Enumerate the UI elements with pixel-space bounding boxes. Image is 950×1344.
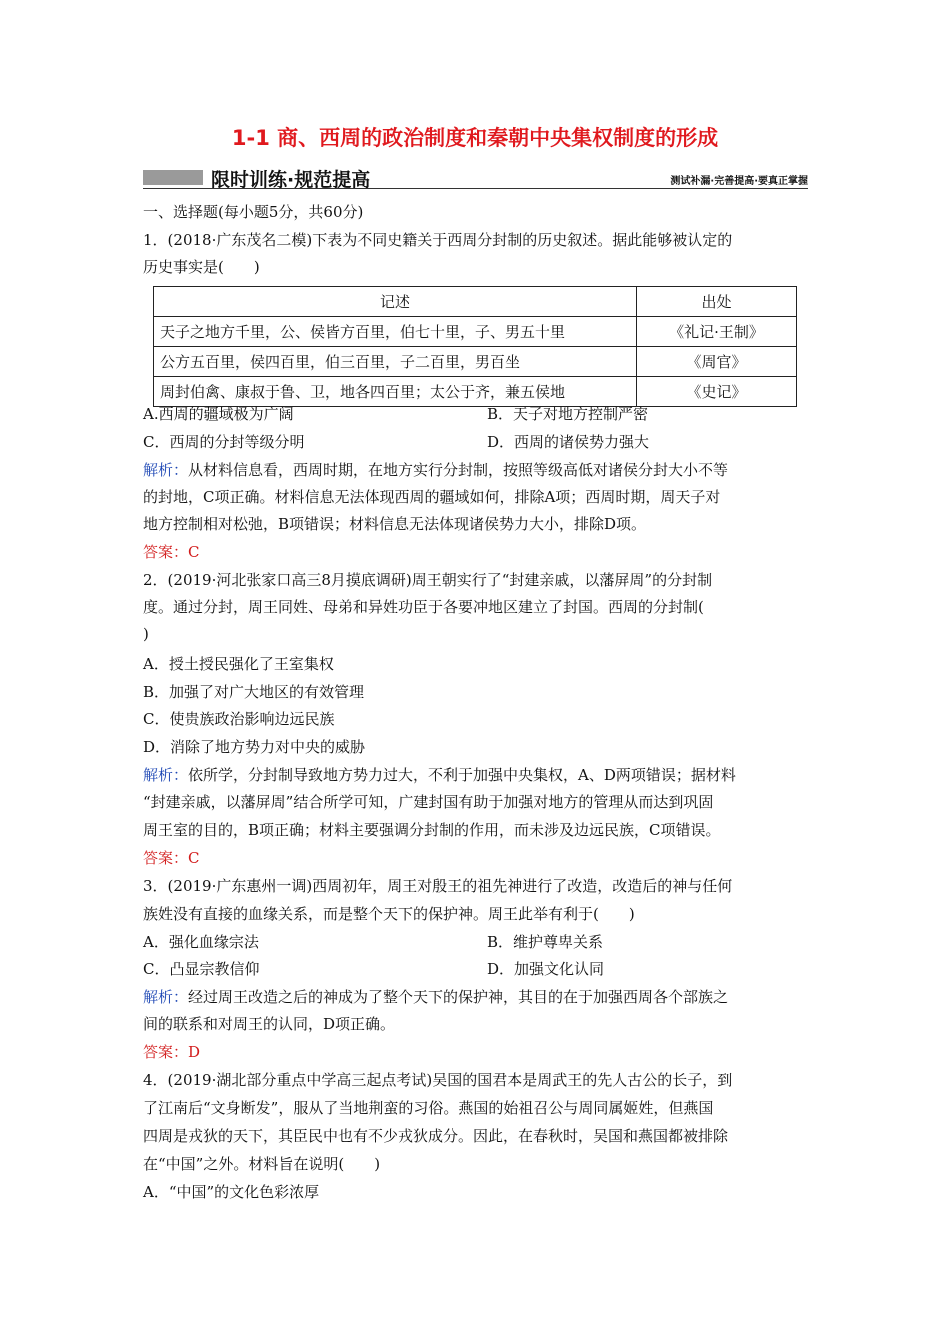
q1-answer: 答案：C: [143, 543, 200, 561]
q2-analysis-line: [143, 765, 736, 785]
table-row: [154, 317, 797, 347]
q2-stem-line: 2．(2019·河北张家口高三8月摸底调研)周王朝实行了“封建亲戚，以藩屏周”的分封制: [143, 571, 713, 589]
q3-analysis-line: [143, 987, 728, 1007]
q2-analysis-line: “封建亲戚，以藩屏周”结合所学可知，广建封国有助于加强对地方的管理从而达到巩固: [143, 793, 714, 811]
q1-stem-line: 1．(2018·广东茂名二模)下表为不同史籍关于西周分封制的历史叙述。据此能够被认定的: [143, 231, 733, 249]
q1-stem-line: 历史事实是( ): [143, 258, 260, 276]
table-cell: 天子之地方千里，公、侯皆方百里，伯七十里，子、男五十里: [154, 317, 637, 347]
analysis-label: 解析：: [143, 461, 189, 479]
q2-option-b: B．加强了对广大地区的有效管理: [143, 683, 365, 701]
table-header-row: [154, 287, 797, 317]
q3-stem-line: 3．(2019·广东惠州一调)西周初年，周王对殷王的祖先神进行了改造，改造后的神与任何: [143, 877, 733, 895]
q2-analysis-line: 周王室的目的，B项正确；材料主要强调分封制的作用，而未涉及边远民族，C项错误。: [143, 821, 721, 839]
q2-option-c: C．使贵族政治影响边远民族: [143, 710, 335, 728]
q3-option-b: B．维护尊卑关系: [487, 933, 604, 951]
section-heading: 一、选择题(每小题5分，共60分): [143, 203, 364, 221]
table-header-cell: 出处: [637, 287, 797, 317]
q3-option-c: C．凸显宗教信仰: [143, 960, 260, 978]
analysis-label: 解析：: [143, 766, 189, 784]
section-banner: [143, 166, 808, 190]
analysis-text: 依所学，分封制导致地方势力过大，不利于加强中央集权，A、D两项错误；据材料: [188, 766, 736, 784]
q3-option-d: D．加强文化认同: [487, 960, 605, 978]
q3-stem-line: 族姓没有直接的血缘关系，而是整个天下的保护神。周王此举有利于( ): [143, 905, 635, 923]
q4-stem-line: 了江南后“文身断发”，服从了当地荆蛮的习俗。燕国的始祖召公与周同属姬姓，但燕国: [143, 1099, 714, 1117]
q1-option-a: A.西周的疆域极为广阔: [143, 405, 294, 423]
table-row: [154, 347, 797, 377]
table-cell: 公方五百里，侯四百里，伯三百里，子二百里，男百坐: [154, 347, 637, 377]
q3-analysis-line: 间的联系和对周王的认同，D项正确。: [143, 1015, 396, 1033]
banner-rule: [143, 188, 808, 189]
q1-option-c: C．西周的分封等级分明: [143, 433, 305, 451]
banner-slogan: 测试补漏·完善提高·要真正掌握: [670, 176, 808, 187]
q4-stem-line: 在“中国”之外。材料旨在说明( ): [143, 1155, 381, 1173]
analysis-text: 经过周王改造之后的神成为了整个天下的保护神，其目的在于加强西周各个部族之: [188, 988, 729, 1006]
q1-option-d: D．西周的诸侯势力强大: [487, 433, 650, 451]
table-row: [154, 377, 797, 407]
table-cell: 《史记》: [637, 377, 797, 407]
table-cell: 《周官》: [637, 347, 797, 377]
q1-source-table: [153, 286, 797, 407]
analysis-label: 解析：: [143, 988, 189, 1006]
q2-answer: 答案：C: [143, 849, 200, 867]
q4-stem-line: 四周是戎狄的天下，其臣民中也有不少戎狄成分。因此，在春秋时，吴国和燕国都被排除: [143, 1127, 729, 1145]
q1-option-b: B．天子对地方控制严密: [487, 405, 649, 423]
q1-analysis-line: [143, 460, 728, 480]
banner-heading: 限时训练·规范提高: [211, 169, 371, 191]
q2-option-a: A．授土授民强化了王室集权: [143, 655, 334, 673]
q4-stem-line: 4．(2019·湖北部分重点中学高三起点考试)吴国的国君本是周武王的先人古公的长子，到: [143, 1071, 733, 1089]
q2-stem-line: ): [143, 625, 149, 643]
q1-analysis-line: 的封地，C项正确。材料信息无法体现西周的疆域如何，排除A项；西周时期，周天子对: [143, 488, 721, 506]
q3-answer: 答案：D: [143, 1043, 201, 1061]
table-cell: 周封伯禽、康叔于鲁、卫，地各四百里；太公于齐，兼五侯地: [154, 377, 637, 407]
table-cell: 《礼记·王制》: [637, 317, 797, 347]
page-title: 1-1 商、西周的政治制度和秦朝中央集权制度的形成: [231, 126, 719, 150]
banner-gray-bar: [143, 170, 203, 185]
q4-option-a: A．“中国”的文化色彩浓厚: [143, 1183, 320, 1201]
table-header-cell: 记述: [154, 287, 637, 317]
q2-option-d: D．消除了地方势力对中央的威胁: [143, 738, 366, 756]
q1-analysis-line: 地方控制相对松弛，B项错误；材料信息无法体现诸侯势力大小，排除D项。: [143, 515, 647, 533]
q3-option-a: A．强化血缘宗法: [143, 933, 259, 951]
analysis-text: 从材料信息看，西周时期，在地方实行分封制，按照等级高低对诸侯分封大小不等: [188, 461, 729, 479]
q2-stem-line: 度。通过分封，周王同姓、母弟和异姓功臣于各要冲地区建立了封国。西周的分封制(: [143, 598, 704, 616]
